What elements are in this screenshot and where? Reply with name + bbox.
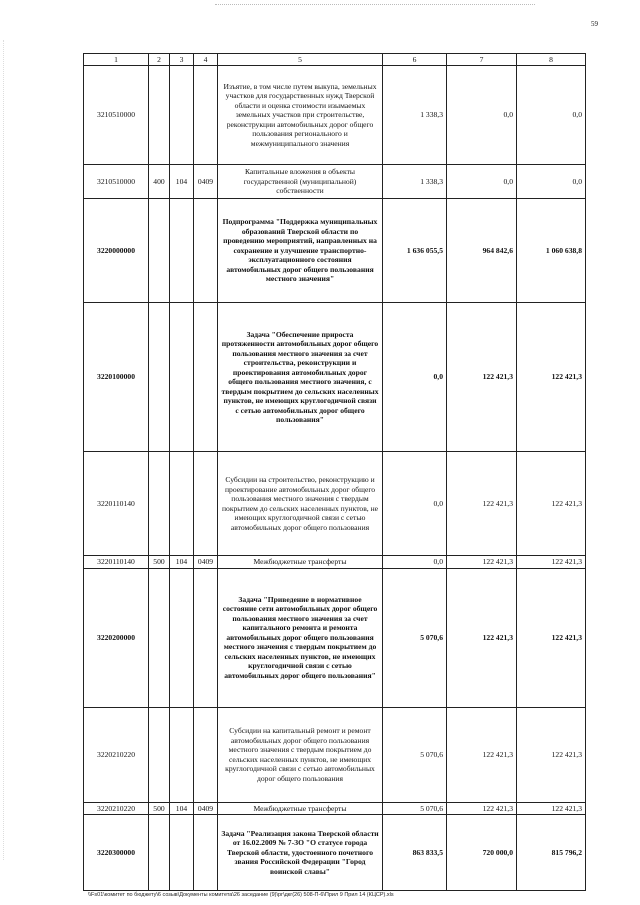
value-2019-cell: 5 070,6 (383, 802, 447, 815)
type-cell (194, 303, 218, 452)
value-2019-cell: 1 338,3 (383, 165, 447, 199)
section-cell (149, 568, 170, 707)
value-2021-cell: 122 421,3 (517, 452, 586, 556)
value-2021-cell: 1 060 638,8 (517, 199, 586, 303)
value-2020-cell: 122 421,3 (447, 452, 517, 556)
value-2020-cell: 122 421,3 (447, 303, 517, 452)
table-row (84, 707, 586, 802)
value-2019-cell: 0,0 (383, 303, 447, 452)
subsection-cell (170, 303, 194, 452)
description-cell: Межбюджетные трансферты (218, 802, 383, 815)
code-cell: 3220110140 (84, 556, 149, 569)
section-cell (149, 707, 170, 802)
table-row (84, 815, 586, 891)
table-row (84, 556, 586, 569)
header-cell: 8 (517, 54, 586, 66)
value-2019-cell: 5 070,6 (383, 568, 447, 707)
header-cell: 3 (170, 54, 194, 66)
value-2020-cell: 0,0 (447, 66, 517, 165)
type-cell (194, 707, 218, 802)
subsection-cell (170, 199, 194, 303)
value-2020-cell: 0,0 (447, 165, 517, 199)
value-2019-cell: 863 833,5 (383, 815, 447, 891)
code-cell: 3220110140 (84, 452, 149, 556)
header-cell: 6 (383, 54, 447, 66)
value-2019-cell: 0,0 (383, 452, 447, 556)
subsection-cell: 104 (170, 802, 194, 815)
value-2020-cell: 122 421,3 (447, 707, 517, 802)
code-cell: 3220210220 (84, 707, 149, 802)
value-2021-cell: 122 421,3 (517, 303, 586, 452)
table-row (84, 66, 586, 165)
value-2020-cell: 122 421,3 (447, 802, 517, 815)
code-cell: 3220100000 (84, 303, 149, 452)
table-row (84, 452, 586, 556)
value-2020-cell: 964 842,6 (447, 199, 517, 303)
description-cell: Задача "Обеспечение прироста протяженности автомобильных дорог общего пользования местного значения за счет строительства, реконструкции и проектирования автомобильных дорог общего пользования местного значения, с твердым покрытием до сельских населенных пунктов, не имеющих круглогодичной связи с сетью автомобильных дорог общего пользования" (218, 303, 383, 452)
table-row (84, 802, 586, 815)
header-cell: 2 (149, 54, 170, 66)
description-cell: Подпрограмма "Поддержка муниципальных образований Тверской области по проведению мероприятий, направленных на сохранение и улучшение транспортно-эксплуатационного состояния автомобильных дорог общего пользования местного значения" (218, 199, 383, 303)
value-2021-cell: 122 421,3 (517, 556, 586, 569)
subsection-cell (170, 452, 194, 556)
type-cell: 0409 (194, 165, 218, 199)
value-2019-cell: 5 070,6 (383, 707, 447, 802)
value-2020-cell: 122 421,3 (447, 556, 517, 569)
subsection-cell (170, 815, 194, 891)
type-cell (194, 66, 218, 165)
section-cell: 500 (149, 802, 170, 815)
description-cell: Межбюджетные трансферты (218, 556, 383, 569)
top-scan-mark (215, 4, 535, 5)
value-2021-cell: 122 421,3 (517, 568, 586, 707)
section-cell (149, 199, 170, 303)
header-cell: 7 (447, 54, 517, 66)
value-2021-cell: 122 421,3 (517, 802, 586, 815)
table-row (84, 568, 586, 707)
code-cell: 3210510000 (84, 165, 149, 199)
subsection-cell: 104 (170, 556, 194, 569)
table-row (84, 199, 586, 303)
code-cell: 3220200000 (84, 568, 149, 707)
table-row (84, 165, 586, 199)
header-row (84, 54, 586, 66)
subsection-cell (170, 568, 194, 707)
subsection-cell (170, 66, 194, 165)
value-2019-cell: 0,0 (383, 556, 447, 569)
description-cell: Изъятие, в том числе путем выкупа, земельных участков для государственных нужд Тверской области и оценка стоимости изымаемых земельных участков при строительстве, реконструкции автомобильных дорог общего пользования регионального и межмуниципального значения (218, 66, 383, 165)
section-cell: 500 (149, 556, 170, 569)
type-cell (194, 199, 218, 303)
description-cell: Субсидии на капитальный ремонт и ремонт автомобильных дорог общего пользования местного значения с твердым покрытием до сельских населенных пунктов, не имеющих круглогодичной связи с сетью автомобильных дорог общего пользования (218, 707, 383, 802)
subsection-cell: 104 (170, 165, 194, 199)
value-2019-cell: 1 338,3 (383, 66, 447, 165)
type-cell (194, 452, 218, 556)
section-cell: 400 (149, 165, 170, 199)
type-cell (194, 568, 218, 707)
type-cell (194, 815, 218, 891)
section-cell (149, 452, 170, 556)
value-2020-cell: 122 421,3 (447, 568, 517, 707)
code-cell: 3210510000 (84, 66, 149, 165)
code-cell: 3220000000 (84, 199, 149, 303)
header-cell: 4 (194, 54, 218, 66)
section-cell (149, 303, 170, 452)
section-cell (149, 66, 170, 165)
header-cell: 5 (218, 54, 383, 66)
file-path-footer: \\Fs01\комитет по бюджету\6 созыв\Документы комитета\26 заседание (9)\рг\дкг(26) 508-П-6\Прил 9 Прил 14 (КЦСР).xls (88, 892, 394, 898)
header-cell: 1 (84, 54, 149, 66)
value-2021-cell: 815 796,2 (517, 815, 586, 891)
type-cell: 0409 (194, 802, 218, 815)
subsection-cell (170, 707, 194, 802)
left-scan-mark (3, 40, 5, 860)
description-cell: Субсидии на строительство, реконструкцию и проектирование автомобильных дорог общего пользования местного значения с твердым покрытием до сельских населенных пунктов, не имеющих круглогодичной связи с сетью автомобильных дорог общего пользования (218, 452, 383, 556)
value-2019-cell: 1 636 055,5 (383, 199, 447, 303)
type-cell: 0409 (194, 556, 218, 569)
value-2021-cell: 0,0 (517, 165, 586, 199)
description-cell: Задача "Реализация закона Тверской области от 16.02.2009 № 7-ЗО "О статусе города Тверской области, удостоенного почетного звания Российской Федерации "Город воинской славы" (218, 815, 383, 891)
code-cell: 3220210220 (84, 802, 149, 815)
description-cell: Капитальные вложения в объекты государственной (муниципальной) собственности (218, 165, 383, 199)
table-row (84, 303, 586, 452)
section-cell (149, 815, 170, 891)
budget-table (83, 53, 586, 891)
code-cell: 3220300000 (84, 815, 149, 891)
value-2021-cell: 122 421,3 (517, 707, 586, 802)
page-number: 59 (591, 20, 598, 28)
value-2021-cell: 0,0 (517, 66, 586, 165)
description-cell: Задача "Приведение в нормативное состояние сети автомобильных дорог общего пользования местного значения за счет капитального ремонта и ремонта автомобильных дорог общего пользования местного значения с твердым покрытием до сельских населенных пунктов, не имеющих круглогодичной связи с сетью автомобильных дорог общего пользования" (218, 568, 383, 707)
value-2020-cell: 720 000,0 (447, 815, 517, 891)
